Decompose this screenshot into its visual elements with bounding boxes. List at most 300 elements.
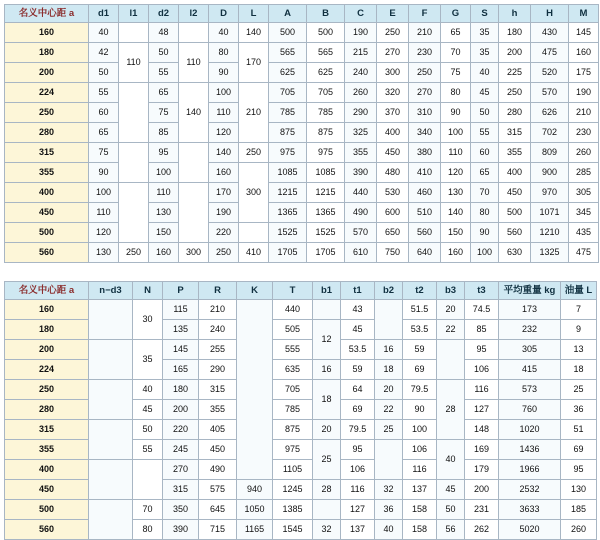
cell-a: 400 [5,460,89,480]
cell-d1: 60 [89,103,119,123]
cell-l1: 250 [119,243,149,263]
cell-R: 715 [199,520,237,540]
cell-M: 260 [569,143,599,163]
cell-S: 35 [471,43,499,63]
cell-A: 1215 [269,183,307,203]
cell-t1: 137 [341,520,375,540]
cell-N: 55 [133,440,163,460]
cell-H: 626 [531,103,569,123]
cell-T: 705 [273,380,313,400]
cell-S: 50 [471,103,499,123]
cell-oil: 9 [561,320,597,340]
cell-b2 [375,440,403,480]
cell-w: 232 [499,320,561,340]
cell-E: 750 [377,243,409,263]
cell-w: 415 [499,360,561,380]
table-row [5,43,599,63]
cell-T: 875 [273,420,313,440]
cell-a: 450 [5,203,89,223]
cell-a: 160 [5,300,89,320]
cell-oil: 51 [561,420,597,440]
cell-F: 640 [409,243,441,263]
cell-D: 110 [209,103,239,123]
cell-E: 480 [377,163,409,183]
cell-N: 30 [133,300,163,340]
cell-oil: 69 [561,440,597,460]
column-header: 名义中心距 a [5,5,89,23]
cell-N: 40 [133,380,163,400]
cell-b1: 32 [313,520,341,540]
cell-D: 100 [209,83,239,103]
cell-S: 100 [471,243,499,263]
cell-h: 560 [499,223,531,243]
cell-a: 224 [5,360,89,380]
cell-b2: 20 [375,380,403,400]
cell-H: 1210 [531,223,569,243]
cell-a: 315 [5,420,89,440]
cell-T: 1245 [273,480,313,500]
cell-F: 270 [409,83,441,103]
cell-C: 610 [345,243,377,263]
cell-b3: 40 [437,440,465,480]
cell-b2: 22 [375,400,403,420]
column-header: L [239,5,269,23]
cell-t1: 116 [341,480,375,500]
cell-d1: 75 [89,143,119,163]
cell-S: 45 [471,83,499,103]
cell-D: 120 [209,123,239,143]
cell-N: 80 [133,520,163,540]
cell-t3: 231 [465,500,499,520]
cell-t3: 95 [465,340,499,360]
cell-E: 320 [377,83,409,103]
cell-oil: 36 [561,400,597,420]
cell-l2 [179,23,209,43]
cell-w: 3633 [499,500,561,520]
cell-t3: 74.5 [465,300,499,320]
column-header: F [409,5,441,23]
cell-B: 875 [307,123,345,143]
column-header: t2 [403,282,437,300]
cell-C: 215 [345,43,377,63]
table-row [5,23,599,43]
cell-d1: 130 [89,243,119,263]
cell-b1: 20 [313,420,341,440]
cell-t3: 200 [465,480,499,500]
cell-t3: 148 [465,420,499,440]
cell-t2: 53.5 [403,320,437,340]
cell-E: 300 [377,63,409,83]
cell-a: 200 [5,340,89,360]
cell-M: 345 [569,203,599,223]
cell-T: 635 [273,360,313,380]
cell-N: 50 [133,420,163,440]
cell-S: 80 [471,203,499,223]
cell-R: 355 [199,400,237,420]
cell-t2: 51.5 [403,300,437,320]
cell-R: 490 [199,460,237,480]
cell-oil: 260 [561,520,597,540]
cell-E: 650 [377,223,409,243]
cell-S: 40 [471,63,499,83]
cell-H: 475 [531,43,569,63]
cell-P: 135 [163,320,199,340]
cell-F: 230 [409,43,441,63]
cell-H: 430 [531,23,569,43]
cell-H: 900 [531,163,569,183]
cell-n [89,460,133,500]
cell-w: 1020 [499,420,561,440]
cell-d2: 130 [149,203,179,223]
column-header: t1 [341,282,375,300]
cell-t2: 106 [403,440,437,460]
cell-l2: 140 [179,83,209,143]
table-row [5,103,599,123]
cell-E: 400 [377,123,409,143]
cell-n [89,340,133,380]
column-header: T [273,282,313,300]
cell-M: 230 [569,123,599,143]
cell-H: 1325 [531,243,569,263]
cell-E: 450 [377,143,409,163]
cell-T: 1385 [273,500,313,520]
cell-t1: 43 [341,300,375,320]
cell-B: 500 [307,23,345,43]
cell-A: 1525 [269,223,307,243]
cell-G: 90 [441,103,471,123]
column-header: n−d3 [89,282,133,300]
cell-oil: 25 [561,380,597,400]
table-header-row [5,5,599,23]
cell-N: 35 [133,340,163,380]
cell-R: 315 [199,380,237,400]
cell-b2: 36 [375,500,403,520]
cell-C: 570 [345,223,377,243]
cell-b3: 22 [437,320,465,340]
cell-M: 190 [569,83,599,103]
cell-l1 [119,83,149,143]
cell-D: 140 [209,143,239,163]
cell-S: 90 [471,223,499,243]
table-row [5,460,597,480]
cell-S: 70 [471,183,499,203]
cell-P: 165 [163,360,199,380]
cell-a: 500 [5,500,89,520]
cell-t2: 100 [403,420,437,440]
cell-G: 100 [441,123,471,143]
cell-D: 90 [209,63,239,83]
column-header: K [237,282,273,300]
cell-G: 80 [441,83,471,103]
cell-A: 1705 [269,243,307,263]
cell-S: 65 [471,163,499,183]
cell-a: 560 [5,243,89,263]
cell-t2: 116 [403,460,437,480]
cell-oil: 185 [561,500,597,520]
cell-P: 220 [163,420,199,440]
cell-K: 940 [237,480,273,500]
cell-l1: 110 [119,43,149,83]
cell-C: 325 [345,123,377,143]
cell-N: 70 [133,500,163,520]
table-row [5,83,599,103]
cell-P: 315 [163,480,199,500]
cell-G: 75 [441,63,471,83]
cell-C: 390 [345,163,377,183]
cell-T: 505 [273,320,313,340]
cell-E: 250 [377,23,409,43]
cell-b2: 18 [375,360,403,380]
cell-R: 240 [199,320,237,340]
cell-a: 315 [5,143,89,163]
cell-d2: 150 [149,223,179,243]
cell-B: 1365 [307,203,345,223]
cell-P: 270 [163,460,199,480]
cell-B: 625 [307,63,345,83]
cell-h: 280 [499,103,531,123]
cell-B: 1705 [307,243,345,263]
cell-w: 1966 [499,460,561,480]
cell-P: 200 [163,400,199,420]
table-row [5,223,599,243]
cell-A: 785 [269,103,307,123]
cell-t1: 64 [341,380,375,400]
cell-M: 160 [569,43,599,63]
table-row [5,203,599,223]
cell-a: 200 [5,63,89,83]
cell-b1: 25 [313,440,341,480]
cell-t1: 53.5 [341,340,375,360]
cell-w: 1436 [499,440,561,460]
cell-a: 250 [5,103,89,123]
cell-B: 975 [307,143,345,163]
cell-b1: 16 [313,360,341,380]
cell-R: 575 [199,480,237,500]
table-row [5,123,599,143]
cell-F: 250 [409,63,441,83]
cell-a: 280 [5,123,89,143]
cell-b1: 18 [313,380,341,420]
cell-l2: 300 [179,243,209,263]
cell-b1 [313,300,341,320]
cell-a: 180 [5,320,89,340]
cell-G: 65 [441,23,471,43]
cell-F: 560 [409,223,441,243]
cell-B: 1215 [307,183,345,203]
cell-t2: 158 [403,500,437,520]
cell-d2: 75 [149,103,179,123]
cell-t2: 158 [403,520,437,540]
cell-D: 80 [209,43,239,63]
cell-L: 410 [239,243,269,263]
cell-H: 1071 [531,203,569,223]
cell-E: 530 [377,183,409,203]
table-row [5,63,599,83]
table-row [5,380,597,400]
cell-oil: 95 [561,460,597,480]
cell-d2: 100 [149,163,179,183]
cell-l2 [179,143,209,183]
cell-H: 570 [531,83,569,103]
cell-l1 [119,183,149,243]
cell-t2: 69 [403,360,437,380]
cell-b3: 56 [437,520,465,540]
cell-t3: 179 [465,460,499,480]
cell-H: 702 [531,123,569,143]
cell-d2: 48 [149,23,179,43]
cell-R: 210 [199,300,237,320]
cell-P: 180 [163,380,199,400]
cell-F: 340 [409,123,441,143]
cell-b3: 50 [437,500,465,520]
cell-d2: 55 [149,63,179,83]
cell-P: 245 [163,440,199,460]
cell-d1: 55 [89,83,119,103]
cell-F: 210 [409,23,441,43]
cell-b1 [313,500,341,520]
cell-T: 1105 [273,460,313,480]
cell-t2: 90 [403,400,437,420]
cell-t2: 59 [403,340,437,360]
table-row [5,500,597,520]
cell-B: 565 [307,43,345,63]
cell-K [237,300,273,480]
cell-T: 975 [273,440,313,460]
cell-h: 250 [499,83,531,103]
cell-d1: 110 [89,203,119,223]
cell-G: 120 [441,163,471,183]
cell-d2: 160 [149,243,179,263]
table-header-row [5,282,597,300]
cell-b2: 25 [375,420,403,440]
cell-b1: 28 [313,480,341,500]
cell-d1: 90 [89,163,119,183]
cell-L: 140 [239,23,269,43]
cell-h: 400 [499,163,531,183]
cell-P: 145 [163,340,199,360]
cell-t1: 106 [341,460,375,480]
cell-t1: 45 [341,320,375,340]
dimension-table-1 [4,4,599,263]
cell-h: 315 [499,123,531,143]
cell-R: 405 [199,420,237,440]
cell-L: 170 [239,43,269,83]
cell-w: 173 [499,300,561,320]
cell-A: 625 [269,63,307,83]
cell-a: 450 [5,480,89,500]
cell-A: 565 [269,43,307,63]
cell-d1: 100 [89,183,119,203]
cell-b2: 40 [375,520,403,540]
cell-B: 705 [307,83,345,103]
cell-C: 290 [345,103,377,123]
cell-h: 355 [499,143,531,163]
table-row [5,143,599,163]
cell-t3: 127 [465,400,499,420]
cell-t3: 169 [465,440,499,460]
cell-C: 240 [345,63,377,83]
cell-G: 110 [441,143,471,163]
cell-h: 500 [499,203,531,223]
cell-H: 809 [531,143,569,163]
cell-M: 285 [569,163,599,183]
column-header: R [199,282,237,300]
cell-C: 440 [345,183,377,203]
cell-w: 5020 [499,520,561,540]
column-header: 名义中心距 a [5,282,89,300]
cell-T: 1545 [273,520,313,540]
cell-d1: 50 [89,63,119,83]
column-header: P [163,282,199,300]
cell-S: 55 [471,123,499,143]
cell-R: 450 [199,440,237,460]
cell-t1: 95 [341,440,375,460]
cell-P: 350 [163,500,199,520]
cell-oil: 13 [561,340,597,360]
cell-C: 490 [345,203,377,223]
cell-E: 270 [377,43,409,63]
cell-oil: 18 [561,360,597,380]
cell-K: 1165 [237,520,273,540]
cell-a: 180 [5,43,89,63]
cell-P: 390 [163,520,199,540]
cell-A: 975 [269,143,307,163]
table-row [5,340,597,360]
column-header: C [345,5,377,23]
cell-t3: 116 [465,380,499,400]
cell-D: 40 [209,23,239,43]
cell-R: 645 [199,500,237,520]
cell-t3: 106 [465,360,499,380]
cell-M: 305 [569,183,599,203]
cell-D: 170 [209,183,239,203]
cell-w: 2532 [499,480,561,500]
column-header: B [307,5,345,23]
cell-A: 1085 [269,163,307,183]
cell-d1: 40 [89,23,119,43]
cell-t2: 137 [403,480,437,500]
cell-b3: 20 [437,300,465,320]
cell-F: 310 [409,103,441,123]
cell-n [89,300,133,340]
cell-F: 460 [409,183,441,203]
column-header: 平均重量 kg [499,282,561,300]
cell-a: 500 [5,223,89,243]
cell-G: 160 [441,243,471,263]
cell-n [89,500,133,540]
cell-C: 190 [345,23,377,43]
column-header: l1 [119,5,149,23]
cell-a: 224 [5,83,89,103]
cell-R: 290 [199,360,237,380]
cell-A: 705 [269,83,307,103]
cell-A: 1365 [269,203,307,223]
cell-l1 [119,143,149,183]
cell-D: 220 [209,223,239,243]
column-header: H [531,5,569,23]
cell-a: 280 [5,400,89,420]
cell-a: 560 [5,520,89,540]
cell-t1: 79.5 [341,420,375,440]
cell-H: 520 [531,63,569,83]
cell-l2 [179,183,209,243]
column-header: l2 [179,5,209,23]
cell-t1: 59 [341,360,375,380]
column-header: b1 [313,282,341,300]
cell-a: 355 [5,440,89,460]
column-header: d2 [149,5,179,23]
cell-A: 500 [269,23,307,43]
